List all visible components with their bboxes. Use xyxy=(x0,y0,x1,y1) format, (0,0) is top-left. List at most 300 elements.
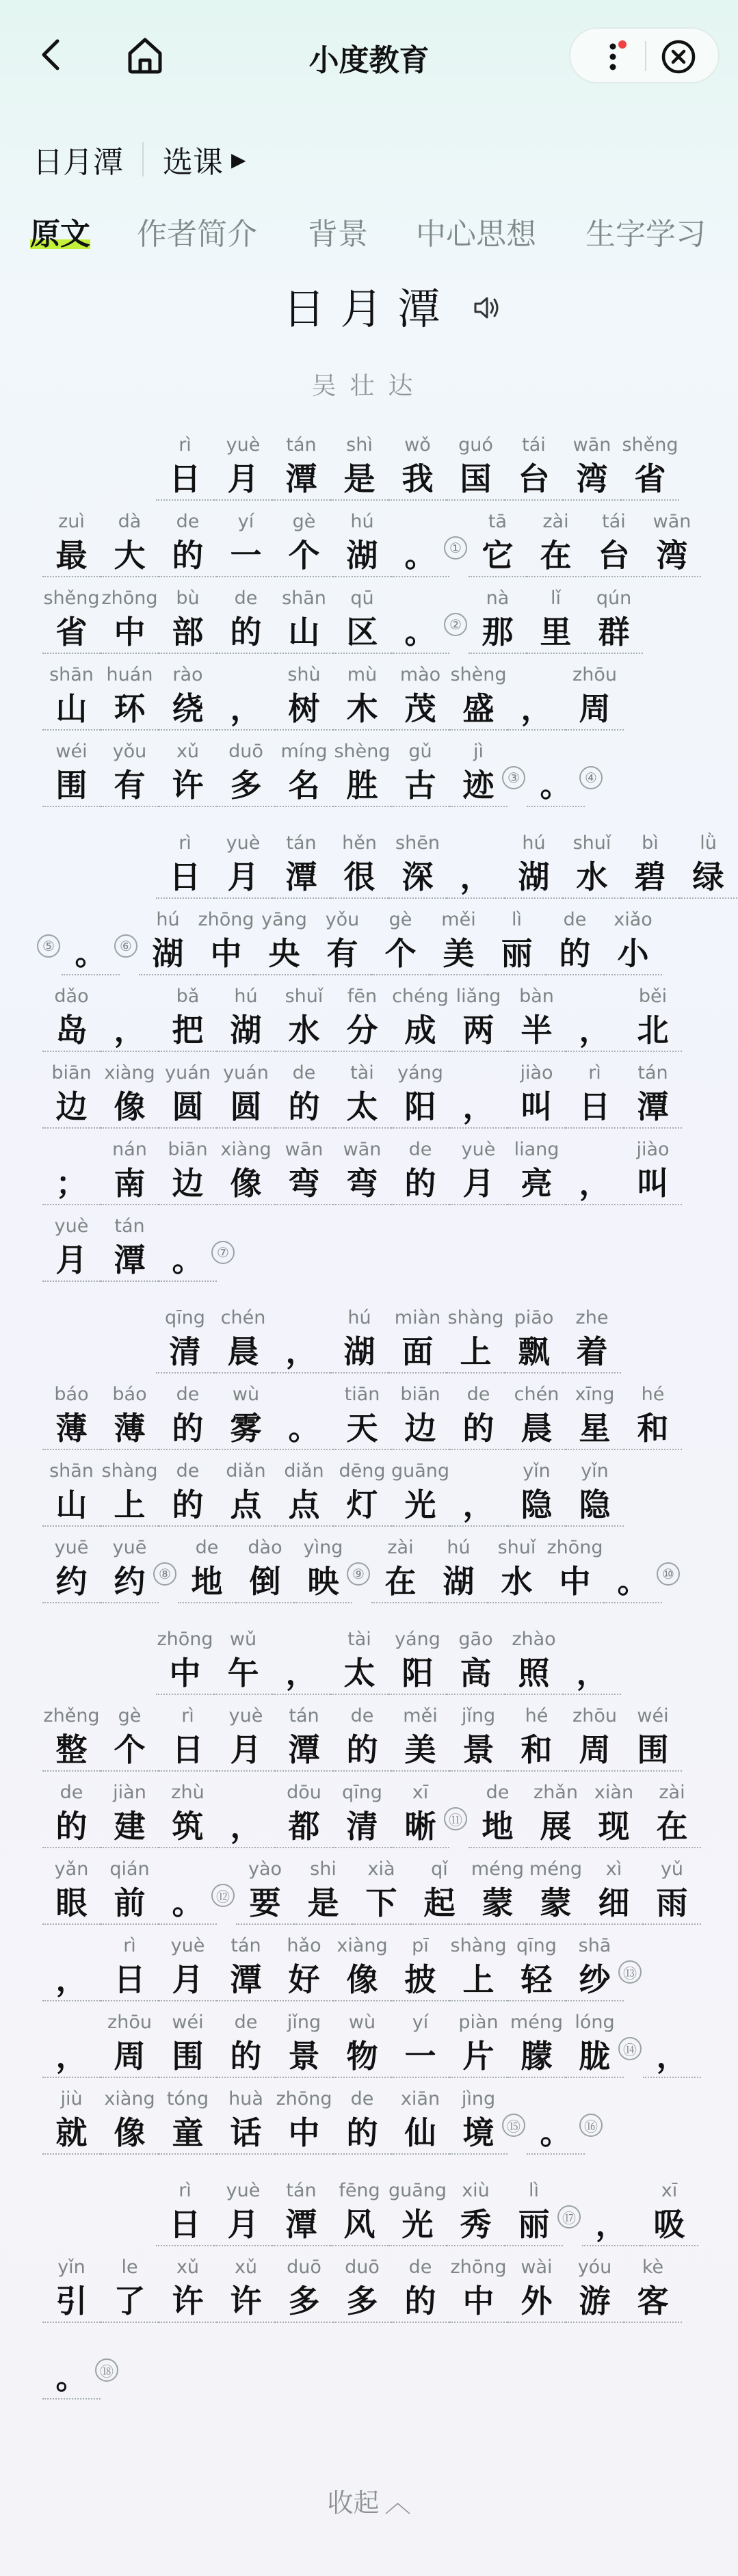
character-cell[interactable] xyxy=(546,1535,604,1603)
character-cell[interactable] xyxy=(214,1627,272,1695)
character-cell[interactable] xyxy=(621,830,679,899)
character-cell[interactable] xyxy=(333,984,391,1052)
character-cell[interactable] xyxy=(156,2178,214,2246)
character-cell[interactable] xyxy=(333,662,391,731)
footnote-marker[interactable]: ⑰ xyxy=(557,2205,581,2229)
pinyin: rào xyxy=(172,664,203,685)
character-cell[interactable] xyxy=(527,509,585,577)
pinyin: shì xyxy=(346,434,373,456)
character-cell[interactable] xyxy=(449,984,508,1052)
pinyin: hěn xyxy=(342,832,377,854)
footnote-marker[interactable]: ④ xyxy=(579,766,603,789)
character-cell[interactable] xyxy=(527,2086,585,2155)
pinyin: wù xyxy=(232,1384,260,1405)
character-cell[interactable] xyxy=(214,1305,272,1374)
character-cell[interactable] xyxy=(333,509,391,577)
character-cell[interactable] xyxy=(42,1535,101,1603)
hanzi: 面 xyxy=(388,1331,447,1374)
character-cell[interactable] xyxy=(275,1060,333,1129)
pinyin: wān xyxy=(653,511,691,532)
character-cell[interactable] xyxy=(313,907,371,975)
character-cell[interactable] xyxy=(333,1703,391,1772)
character-cell[interactable] xyxy=(604,1535,662,1603)
character-cell[interactable] xyxy=(527,739,585,807)
character-cell[interactable] xyxy=(508,1458,566,1527)
home-icon[interactable] xyxy=(123,33,167,77)
character-cell[interactable] xyxy=(330,2178,388,2246)
character-cell[interactable] xyxy=(42,984,101,1052)
character-cell[interactable] xyxy=(217,1137,275,1205)
character-cell[interactable] xyxy=(527,1780,585,1848)
character-cell[interactable] xyxy=(563,432,621,501)
character-cell[interactable] xyxy=(101,1458,159,1527)
character-cell[interactable] xyxy=(159,1780,217,1848)
character-cell[interactable] xyxy=(101,1780,159,1848)
character-cell[interactable] xyxy=(275,2255,333,2323)
footnote-marker[interactable]: ③ xyxy=(502,766,525,789)
character-cell[interactable] xyxy=(42,1382,101,1450)
character-cell[interactable] xyxy=(566,2010,624,2078)
character-cell[interactable] xyxy=(42,662,101,731)
character-cell[interactable] xyxy=(388,1305,447,1374)
character-cell[interactable] xyxy=(101,1213,159,1282)
character-cell[interactable] xyxy=(42,1060,101,1129)
character-cell[interactable] xyxy=(643,2010,701,2078)
character-cell[interactable] xyxy=(449,2255,508,2323)
pinyin: jiù xyxy=(60,2088,83,2110)
character-cell[interactable] xyxy=(566,1060,624,1129)
character-cell[interactable] xyxy=(391,2255,449,2323)
character-cell[interactable] xyxy=(566,2255,624,2323)
character-cell[interactable] xyxy=(679,830,737,899)
character-cell[interactable] xyxy=(333,586,391,654)
character-cell[interactable] xyxy=(508,1060,566,1129)
tab-background[interactable]: 背景 xyxy=(308,217,368,252)
pinyin: qū xyxy=(350,588,374,609)
character-cell[interactable] xyxy=(275,739,333,807)
character-cell[interactable] xyxy=(333,1137,391,1205)
character-cell[interactable] xyxy=(333,739,391,807)
character-cell[interactable] xyxy=(42,1213,101,1282)
character-cell[interactable] xyxy=(449,662,508,731)
footnote-marker[interactable]: ⑨ xyxy=(347,1562,370,1586)
character-cell[interactable] xyxy=(505,1305,563,1374)
character-cell[interactable] xyxy=(566,984,624,1052)
pinyin: jiào xyxy=(636,1139,670,1160)
character-cell[interactable] xyxy=(563,1305,621,1374)
tab-author-intro[interactable]: 作者简介 xyxy=(137,217,257,252)
character-cell[interactable] xyxy=(333,2255,391,2323)
character-cell[interactable] xyxy=(449,1137,508,1205)
character-cell[interactable] xyxy=(449,1458,508,1527)
character-cell[interactable] xyxy=(449,1703,508,1772)
character-cell[interactable] xyxy=(449,739,508,807)
character-cell[interactable] xyxy=(388,830,447,899)
character-cell[interactable] xyxy=(294,1535,352,1603)
character-cell[interactable] xyxy=(391,586,449,654)
character-cell[interactable] xyxy=(449,1933,508,2001)
character-cell[interactable] xyxy=(159,1382,217,1450)
character-cell[interactable] xyxy=(505,2178,563,2246)
character-cell[interactable] xyxy=(391,739,449,807)
character-cell[interactable] xyxy=(101,1535,159,1603)
character-cell[interactable] xyxy=(217,2010,275,2078)
character-cell[interactable] xyxy=(214,830,272,899)
pinyin: wéi xyxy=(172,2012,204,2033)
hanzi: 潭 xyxy=(217,1959,275,2001)
character-cell[interactable] xyxy=(42,1856,101,1925)
character-cell[interactable] xyxy=(101,984,159,1052)
character-cell[interactable] xyxy=(272,1627,330,1695)
character-cell[interactable] xyxy=(139,907,197,975)
character-cell[interactable] xyxy=(371,907,430,975)
character-cell[interactable] xyxy=(217,586,275,654)
character-cell[interactable] xyxy=(449,1382,508,1450)
character-cell[interactable] xyxy=(333,2086,391,2155)
footnote-marker[interactable]: ⑥ xyxy=(114,934,137,958)
footnote-marker[interactable]: ⑪ xyxy=(444,1807,467,1830)
character-cell[interactable] xyxy=(604,907,662,975)
character-cell[interactable] xyxy=(566,1458,624,1527)
pinyin: yuē xyxy=(54,1537,89,1558)
character-cell[interactable] xyxy=(159,1060,217,1129)
tab-original-text[interactable] xyxy=(30,209,90,253)
pinyin: de xyxy=(408,2257,432,2278)
hanzi: 风 xyxy=(330,2204,388,2246)
character-cell[interactable] xyxy=(156,1627,214,1695)
character-cell[interactable] xyxy=(391,1780,449,1848)
tab-new-characters[interactable]: 生字学习 xyxy=(585,217,706,252)
character-cell[interactable] xyxy=(42,2331,101,2400)
footnote-marker[interactable]: ① xyxy=(444,536,467,560)
footnote-marker[interactable]: ⑮ xyxy=(502,2114,525,2137)
character-cell[interactable] xyxy=(159,2255,217,2323)
character-cell[interactable] xyxy=(624,984,682,1052)
character-cell[interactable] xyxy=(217,1703,275,1772)
character-cell[interactable] xyxy=(585,1780,643,1848)
character-cell[interactable] xyxy=(508,1703,566,1772)
character-cell[interactable] xyxy=(159,2010,217,2078)
character-cell[interactable] xyxy=(275,1933,333,2001)
character-cell[interactable] xyxy=(275,984,333,1052)
character-cell[interactable] xyxy=(391,662,449,731)
character-cell[interactable] xyxy=(42,2086,101,2155)
character-cell[interactable] xyxy=(624,1382,682,1450)
character-cell[interactable] xyxy=(159,984,217,1052)
character-cell[interactable] xyxy=(217,662,275,731)
footnote-marker[interactable]: ⑧ xyxy=(153,1562,176,1586)
character-cell[interactable] xyxy=(585,586,643,654)
pinyin: hé xyxy=(525,1705,549,1726)
footnote-marker[interactable]: ⑭ xyxy=(618,2037,642,2060)
character-cell[interactable] xyxy=(272,1305,330,1374)
footnote-marker[interactable]: ⑯ xyxy=(579,2114,603,2137)
character-cell[interactable] xyxy=(640,2178,698,2246)
character-cell[interactable] xyxy=(236,1535,294,1603)
character-cell[interactable] xyxy=(214,432,272,501)
character-cell[interactable] xyxy=(508,2255,566,2323)
speaker-icon[interactable] xyxy=(472,293,502,323)
character-cell[interactable] xyxy=(449,2086,508,2155)
footnote-marker[interactable]: ⑩ xyxy=(657,1562,680,1586)
character-cell[interactable] xyxy=(391,2086,449,2155)
character-cell[interactable] xyxy=(391,1137,449,1205)
character-cell[interactable] xyxy=(352,1856,410,1925)
footnote-marker[interactable]: ⑤ xyxy=(37,934,60,958)
hanzi: 山 xyxy=(275,612,333,654)
character-cell[interactable] xyxy=(643,1780,701,1848)
character-cell[interactable] xyxy=(391,1458,449,1527)
character-cell[interactable] xyxy=(447,432,505,501)
character-cell[interactable] xyxy=(217,509,275,577)
footnote-marker[interactable]: ⑬ xyxy=(618,1960,642,1984)
character-cell[interactable] xyxy=(563,1627,621,1695)
character-cell[interactable] xyxy=(156,1305,214,1374)
character-cell[interactable] xyxy=(217,739,275,807)
character-cell[interactable] xyxy=(42,2255,101,2323)
collapse-button[interactable] xyxy=(0,2482,738,2519)
character-cell[interactable] xyxy=(294,1856,352,1925)
character-cell[interactable] xyxy=(42,1137,101,1205)
character-cell[interactable] xyxy=(469,586,527,654)
character-cell[interactable] xyxy=(527,586,585,654)
character-cell[interactable] xyxy=(275,1780,333,1848)
character-cell[interactable] xyxy=(42,1933,101,2001)
tab-central-idea[interactable]: 中心思想 xyxy=(416,217,536,252)
character-cell[interactable] xyxy=(178,1535,236,1603)
character-cell[interactable] xyxy=(566,1137,624,1205)
character-cell[interactable] xyxy=(217,2255,275,2323)
character-cell[interactable] xyxy=(159,739,217,807)
character-cell[interactable] xyxy=(447,1305,505,1374)
character-cell[interactable] xyxy=(217,1780,275,1848)
character-cell[interactable] xyxy=(410,1856,469,1925)
footnote-marker[interactable]: ⑫ xyxy=(211,1884,235,1907)
character-cell[interactable] xyxy=(508,984,566,1052)
character-cell[interactable] xyxy=(42,1703,101,1772)
character-cell[interactable] xyxy=(101,2010,159,2078)
character-cell[interactable] xyxy=(469,1780,527,1848)
character-cell[interactable] xyxy=(330,432,388,501)
character-cell[interactable] xyxy=(101,586,159,654)
character-cell[interactable] xyxy=(159,2086,217,2155)
character-cell[interactable] xyxy=(101,1137,159,1205)
character-cell[interactable] xyxy=(275,1137,333,1205)
character-cell[interactable] xyxy=(101,1060,159,1129)
character-cell[interactable] xyxy=(101,1382,159,1450)
character-cell[interactable] xyxy=(42,1458,101,1527)
character-cell[interactable] xyxy=(159,662,217,731)
character-cell[interactable] xyxy=(42,586,101,654)
character-cell[interactable] xyxy=(101,2255,159,2323)
character-cell[interactable] xyxy=(156,432,214,501)
pinyin: yuè xyxy=(228,1705,263,1726)
character-cell[interactable] xyxy=(159,1137,217,1205)
character-cell[interactable] xyxy=(391,1703,449,1772)
character-cell[interactable] xyxy=(508,1933,566,2001)
character-cell[interactable] xyxy=(42,1780,101,1848)
back-icon[interactable] xyxy=(34,34,68,75)
character-cell[interactable] xyxy=(255,907,313,975)
character-cell[interactable] xyxy=(391,1933,449,2001)
character-cell[interactable] xyxy=(624,2255,682,2323)
hanzi: ； xyxy=(42,1163,101,1205)
footnote-marker[interactable]: ⑱ xyxy=(95,2358,118,2382)
character-cell[interactable] xyxy=(275,662,333,731)
character-cell[interactable] xyxy=(101,509,159,577)
character-cell[interactable] xyxy=(430,907,488,975)
character-cell[interactable] xyxy=(566,662,624,731)
character-cell[interactable] xyxy=(624,1137,682,1205)
poem-line xyxy=(42,2170,699,2246)
character-cell[interactable] xyxy=(643,509,701,577)
character-cell[interactable] xyxy=(275,1703,333,1772)
hanzi: 客 xyxy=(624,2281,682,2323)
character-cell[interactable] xyxy=(391,984,449,1052)
character-cell[interactable] xyxy=(388,2178,447,2246)
character-cell[interactable] xyxy=(449,2010,508,2078)
character-cell[interactable] xyxy=(156,830,214,899)
character-cell[interactable] xyxy=(330,1627,388,1695)
character-cell[interactable] xyxy=(275,2086,333,2155)
character-cell[interactable] xyxy=(159,586,217,654)
character-cell[interactable] xyxy=(101,1933,159,2001)
character-cell[interactable] xyxy=(488,907,546,975)
character-cell[interactable] xyxy=(391,1060,449,1129)
character-cell[interactable] xyxy=(330,1305,388,1374)
character-cell[interactable] xyxy=(217,1933,275,2001)
character-cell[interactable] xyxy=(527,1856,585,1925)
character-cell[interactable] xyxy=(275,1382,333,1450)
character-cell[interactable] xyxy=(566,1933,624,2001)
hanzi: 纱 xyxy=(566,1959,624,2001)
character-cell[interactable] xyxy=(447,1627,505,1695)
pinyin: duō xyxy=(228,741,263,762)
character-cell[interactable] xyxy=(447,830,505,899)
character-cell[interactable] xyxy=(275,1458,333,1527)
character-cell[interactable] xyxy=(217,984,275,1052)
character-cell[interactable] xyxy=(469,509,527,577)
character-cell[interactable] xyxy=(508,1137,566,1205)
character-cell[interactable] xyxy=(333,1060,391,1129)
character-cell[interactable] xyxy=(42,2010,101,2078)
character-cell[interactable] xyxy=(197,907,255,975)
character-cell[interactable] xyxy=(217,1060,275,1129)
character-cell[interactable] xyxy=(508,662,566,731)
character-cell[interactable] xyxy=(272,2178,330,2246)
character-cell[interactable] xyxy=(330,830,388,899)
character-cell[interactable] xyxy=(447,2178,505,2246)
character-cell[interactable] xyxy=(159,1703,217,1772)
character-cell[interactable] xyxy=(275,586,333,654)
hanzi: 仙 xyxy=(391,2112,449,2155)
pinyin: zhào xyxy=(512,1629,556,1650)
hanzi: 蒙 xyxy=(469,1882,527,1925)
pinyin: tán xyxy=(286,832,317,854)
character-cell[interactable] xyxy=(469,1856,527,1925)
character-cell[interactable] xyxy=(505,1627,563,1695)
character-cell[interactable] xyxy=(101,739,159,807)
pinyin: zhōu xyxy=(572,1705,617,1726)
character-cell[interactable] xyxy=(159,1856,217,1925)
hanzi: 有 xyxy=(313,933,371,975)
character-cell[interactable] xyxy=(391,2010,449,2078)
character-cell[interactable] xyxy=(624,1703,682,1772)
character-cell[interactable] xyxy=(621,432,679,501)
character-cell[interactable] xyxy=(391,1382,449,1450)
character-cell[interactable] xyxy=(42,509,101,577)
character-cell[interactable] xyxy=(624,1060,682,1129)
character-cell[interactable] xyxy=(430,1535,488,1603)
footnote-marker[interactable]: ⑦ xyxy=(211,1241,235,1264)
character-cell[interactable] xyxy=(62,907,120,975)
character-cell[interactable] xyxy=(333,1780,391,1848)
select-course-button[interactable] xyxy=(163,137,246,181)
pinyin: lǐ xyxy=(550,588,561,609)
hanzi: 日 xyxy=(156,2204,214,2246)
character-cell[interactable] xyxy=(272,432,330,501)
character-cell[interactable] xyxy=(566,1382,624,1450)
character-cell[interactable] xyxy=(582,2178,640,2246)
hanzi: 边 xyxy=(42,1086,101,1129)
character-cell[interactable] xyxy=(449,1060,508,1129)
more-menu-icon[interactable] xyxy=(603,38,628,75)
character-cell[interactable] xyxy=(488,1535,546,1603)
character-cell[interactable] xyxy=(333,1933,391,2001)
character-cell[interactable] xyxy=(101,662,159,731)
character-cell[interactable] xyxy=(159,1458,217,1527)
character-cell[interactable] xyxy=(214,2178,272,2246)
character-cell[interactable] xyxy=(217,2086,275,2155)
character-cell[interactable] xyxy=(505,432,563,501)
character-cell[interactable] xyxy=(508,1382,566,1450)
character-cell[interactable] xyxy=(159,1213,217,1282)
character-cell[interactable] xyxy=(388,432,447,501)
character-cell[interactable] xyxy=(563,830,621,899)
footnote-marker[interactable]: ② xyxy=(444,613,467,636)
character-cell[interactable] xyxy=(333,1382,391,1450)
character-cell[interactable] xyxy=(275,2010,333,2078)
character-cell[interactable] xyxy=(388,1627,447,1695)
character-cell[interactable] xyxy=(585,509,643,577)
character-cell[interactable] xyxy=(643,1856,701,1925)
close-icon[interactable] xyxy=(660,38,697,75)
hanzi: 的 xyxy=(391,1163,449,1205)
character-cell[interactable] xyxy=(508,2010,566,2078)
character-cell[interactable] xyxy=(101,1856,159,1925)
character-cell[interactable] xyxy=(159,1933,217,2001)
character-cell[interactable] xyxy=(333,2010,391,2078)
character-cell[interactable] xyxy=(217,1458,275,1527)
character-cell[interactable] xyxy=(236,1856,294,1925)
hanzi: 话 xyxy=(217,2112,275,2155)
character-cell[interactable] xyxy=(391,509,449,577)
character-cell[interactable] xyxy=(159,509,217,577)
character-cell[interactable] xyxy=(272,830,330,899)
character-cell[interactable] xyxy=(585,1856,643,1925)
character-cell[interactable] xyxy=(566,1703,624,1772)
character-cell[interactable] xyxy=(42,739,101,807)
character-cell[interactable] xyxy=(275,509,333,577)
character-cell[interactable] xyxy=(371,1535,430,1603)
collapse-label: 收起 xyxy=(327,2488,380,2518)
character-cell[interactable] xyxy=(333,1458,391,1527)
character-cell[interactable] xyxy=(505,830,563,899)
character-cell[interactable] xyxy=(546,907,604,975)
character-cell[interactable] xyxy=(101,1703,159,1772)
character-cell[interactable] xyxy=(101,2086,159,2155)
character-cell[interactable] xyxy=(217,1382,275,1450)
